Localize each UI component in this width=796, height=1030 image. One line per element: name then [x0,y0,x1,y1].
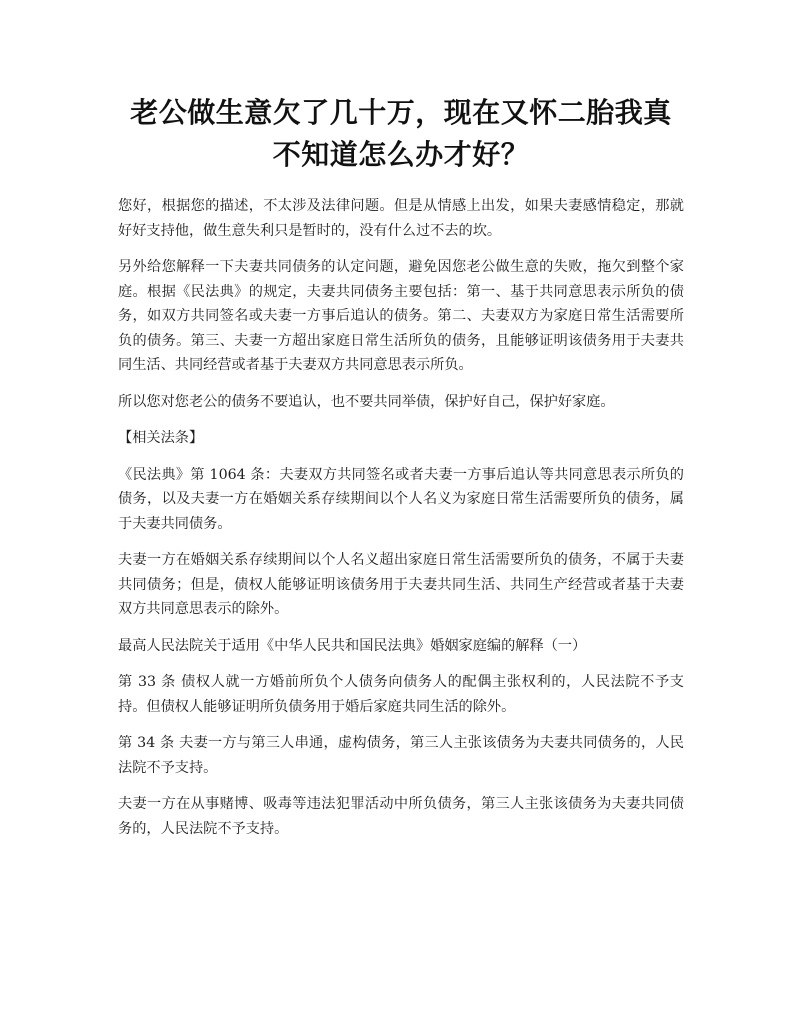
paragraph-civil-code-1064: 《民法典》第 1064 条：夫妻双方共同签名或者夫妻一方事后追认等共同意思表示所负的债务，以及夫妻一方在婚姻关系存续期间以个人名义为家庭日常生活需要所负的债务，属于夫妻共同债务。 [118,466,684,532]
paragraph-article-33: 第 33 条 债权人就一方婚前所负个人债务向债务人的配偶主张权利的，人民法院不予支持。但债权人能够证明所负债务用于婚后家庭共同生活的除外。 [118,674,684,715]
paragraph-intro: 您好，根据您的描述，不太涉及法律问题。但是从情感上出发，如果夫妻感情稳定，那就好好支持他，做生意失利只是暂时的，没有什么过不去的坎。 [118,198,684,239]
section-heading-related-laws: 【相关法条】 [118,430,204,446]
paragraph-illegal-debts: 夫妻一方在从事赌博、吸毒等违法犯罪活动中所负债务，第三人主张该债务为夫妻共同债务的，人民法院不予支持。 [118,796,684,837]
document-title [118,92,684,176]
paragraph-civil-code-1064-part2: 夫妻一方在婚姻关系存续期间以个人名义超出家庭日常生活需要所负的债务，不属于夫妻共同债务；但是，债权人能够证明该债务用于夫妻共同生活、共同生产经营或者基于夫妻双方共同意思表示的除外。 [118,552,684,617]
paragraph-advice: 所以您对您老公的债务不要追认，也不要共同举债，保护好自己，保护好家庭。 [118,393,615,410]
paragraph-article-34: 第 34 条 夫妻一方与第三人串通，虚构债务，第三人主张该债务为夫妻共同债务的，人民法院不予支持。 [118,735,684,776]
paragraph-debt-explanation: 另外给您解释一下夫妻共同债务的认定问题，避免因您老公做生意的失败，拖欠到整个家庭。根据《民法典》的规定，夫妻共同债务主要包括：第一、基于共同意思表示所负的债务，如双方共同签名或夫妻一方事后追认的债务。第二、夫妻双方为家庭日常生活需要所负的债务。第三、夫妻一方超出家庭日常生活所负的债务，且能够证明该债务用于夫妻共同生活、共同经营或者基于夫妻双方共同意思表示所负。 [118,259,684,373]
title-line-2: 不知道怎么办才好？ [272,138,530,171]
title-line-1: 老公做生意欠了几十万，现在又怀二胎我真 [130,96,672,129]
paragraph-interpretation-title: 最高人民法院关于适用《中华人民共和国民法典》婚姻家庭编的解释（一） [118,637,587,654]
document-page [118,92,684,853]
